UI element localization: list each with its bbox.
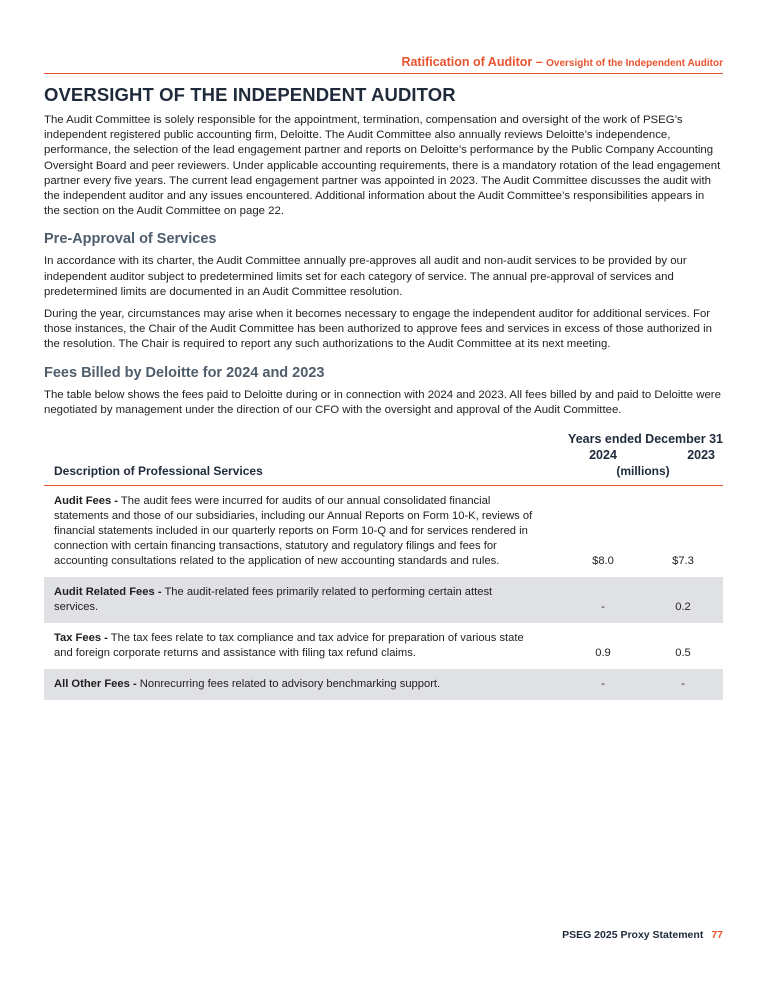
header-section: Ratification of Auditor – bbox=[401, 55, 543, 69]
fees-paragraph: The table below shows the fees paid to Deloitte during or in connection with 2024 and 2023. All fees billed by and paid to Deloitte were negotiated by management under the direction of our CFO with the oversight and approval of the Audit Committee. bbox=[44, 388, 721, 416]
row-description bbox=[44, 577, 563, 623]
preapproval-paragraph-2: During the year, circumstances may arise when it becomes necessary to engage the independent auditor for additional services. For those instances, the Chair of the Audit Committee has been authorized to approve fees and services in excess of those authorized in the resolution. The Chair is required to report any such authorizations to the Audit Committee at its next meeting. bbox=[44, 308, 713, 351]
row-description bbox=[44, 669, 563, 700]
row-text: The tax fees relate to tax compliance and tax advice for preparation of various state and foreign corporate returns and assistance with filing tax refund claims. bbox=[54, 632, 524, 660]
value-2023: - bbox=[643, 669, 723, 700]
main-content bbox=[44, 84, 723, 700]
preapproval-paragraph-1: In accordance with its charter, the Audit Committee annually pre-approves all audit and non-audit services to be provided by our independent auditor subject to predetermined limits set for each category of service. The annual pre-approval of services and predetermined limits are documented in an Audit Committee resolution. bbox=[44, 255, 687, 298]
row-description bbox=[44, 623, 563, 669]
year-2024-header: 2024 bbox=[589, 448, 617, 463]
table-row bbox=[44, 669, 723, 700]
value-2024: - bbox=[563, 577, 643, 623]
table-row bbox=[44, 577, 723, 623]
page-title: OVERSIGHT OF THE INDEPENDENT AUDITOR bbox=[44, 84, 456, 105]
value-2024: - bbox=[563, 669, 643, 700]
footer-document-title: PSEG 2025 Proxy Statement bbox=[562, 929, 704, 941]
value-2024: $8.0 bbox=[592, 555, 614, 568]
year-2023-header: 2023 bbox=[687, 448, 715, 463]
units-label: (millions) bbox=[563, 464, 723, 486]
header-subsection: Oversight of the Independent Auditor bbox=[546, 58, 723, 69]
fees-table bbox=[44, 432, 723, 700]
value-2023: $7.3 bbox=[672, 555, 694, 568]
table-row bbox=[44, 486, 723, 578]
preapproval-heading: Pre-Approval of Services bbox=[44, 231, 217, 248]
row-label: Tax Fees - bbox=[54, 632, 108, 645]
row-label: All Other Fees - bbox=[54, 678, 137, 691]
row-label: Audit Fees - bbox=[54, 495, 119, 508]
row-label: Audit Related Fees - bbox=[54, 586, 162, 599]
years-ended-label: Years ended December 31 bbox=[568, 432, 723, 447]
row-text: The audit-related fees primarily related to performing certain attest services. bbox=[54, 586, 493, 614]
value-2024: 0.9 bbox=[595, 647, 611, 660]
page-footer bbox=[562, 929, 723, 941]
row-text: The audit fees were incurred for audits of our annual consolidated financial statements and those of our subsidiaries, including our Annual Reports on Form 10-K, reviews of financial statements included in our quarterly reports on Form 10-Q and for services rendered in connection with certain financing transactions, statutory and regulatory filings and fees for accounting consultations related to the application of new accounting standards and rules. bbox=[54, 495, 533, 568]
value-2023: 0.5 bbox=[675, 647, 691, 660]
page-header bbox=[44, 55, 723, 74]
table-row bbox=[44, 623, 723, 669]
page-number: 77 bbox=[711, 929, 723, 941]
row-description bbox=[44, 486, 563, 578]
description-column-header: Description of Professional Services bbox=[44, 464, 563, 486]
row-text: Nonrecurring fees related to advisory benchmarking support. bbox=[136, 678, 441, 691]
intro-paragraph: The Audit Committee is solely responsible for the appointment, termination, compensation and oversight of the work of PSEG’s independent registered public accounting firm, Deloitte. The Audit Committee also annually reviews Deloitte’s independence, performance, the selection of the lead engagement partner and reports on Deloitte’s performance by the Public Company Accounting Oversight Board and peer reviewers. Under applicable accounting requirements, there is a mandatory rotation of the lead engagement partner every five years. The current lead engagement partner was appointed in 2023. The Audit Committee discusses the audit with the independent auditor and any issues encountered. Additional information about the Audit Committee’s responsibilities appears in the section on the Audit Committee on page 22. bbox=[44, 114, 721, 218]
fees-heading: Fees Billed by Deloitte for 2024 and 2023 bbox=[44, 364, 325, 381]
value-2023: 0.2 bbox=[643, 577, 723, 623]
